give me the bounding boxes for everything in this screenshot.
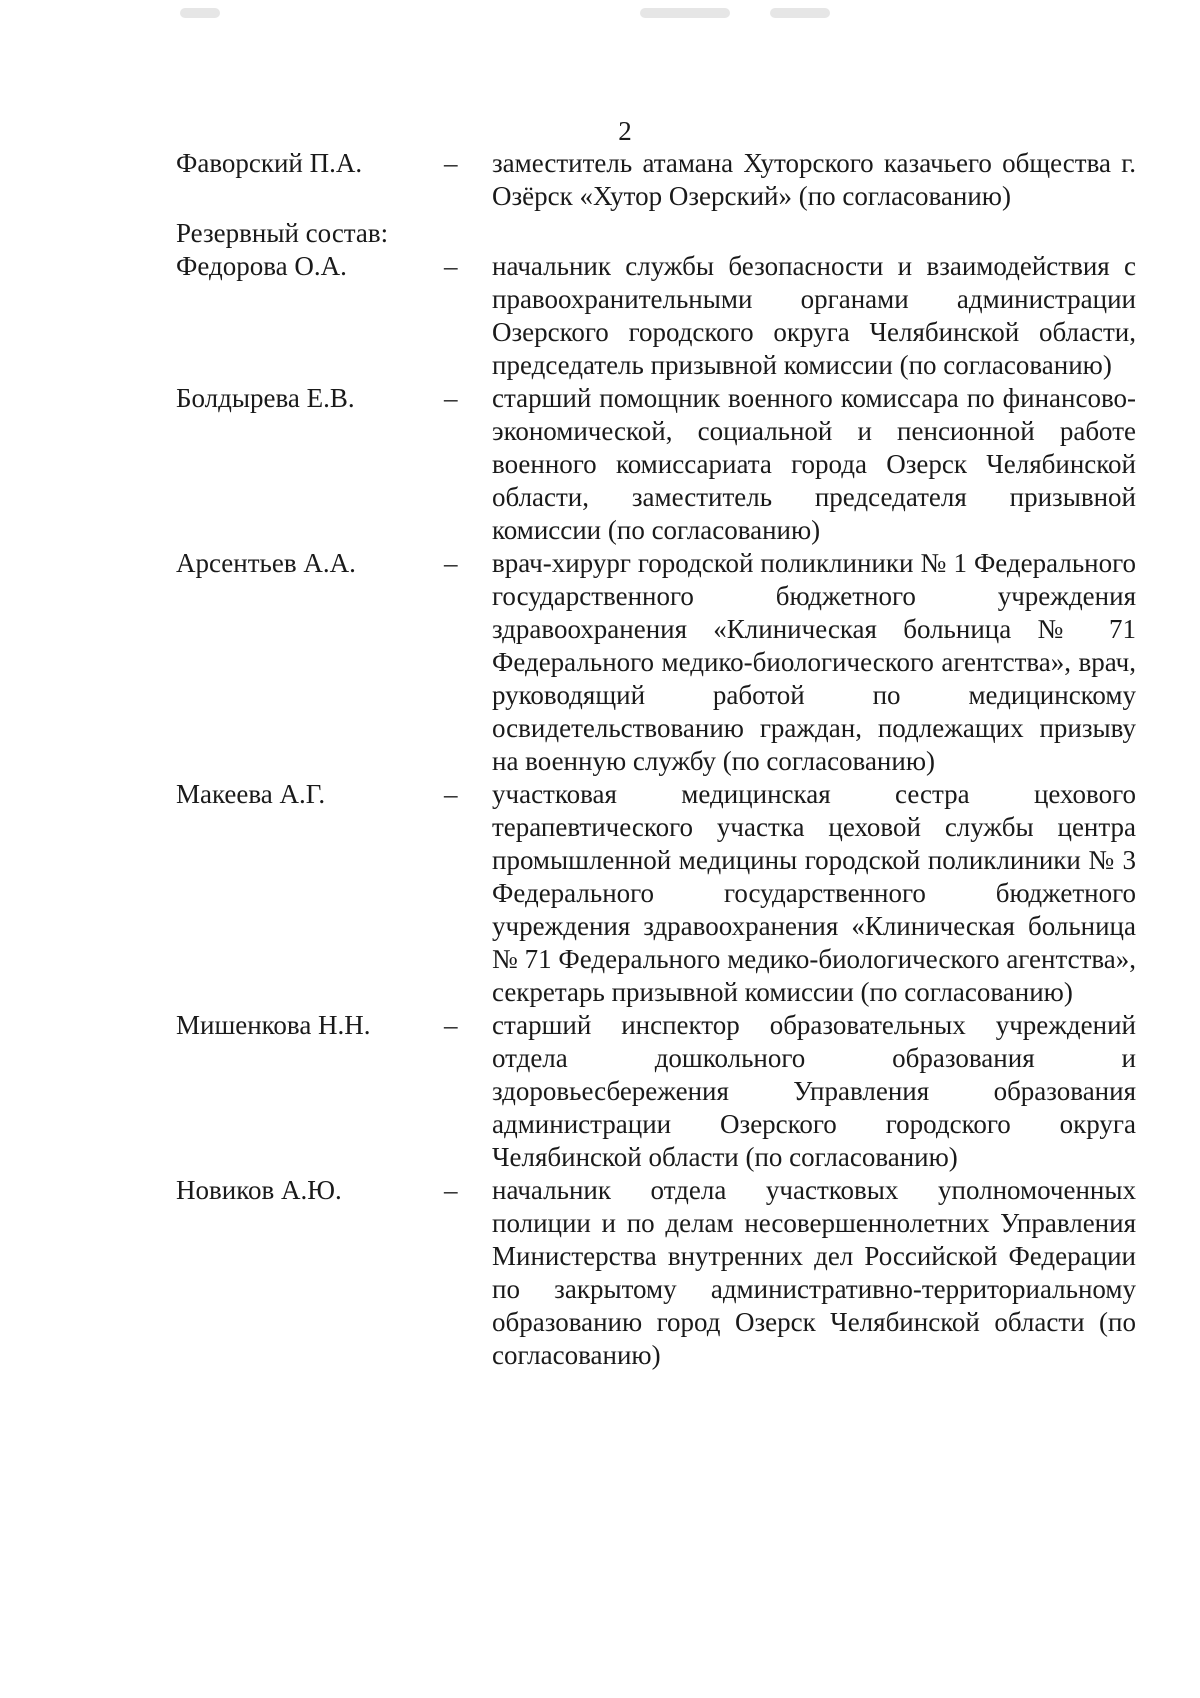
member-entry	[176, 147, 1136, 213]
member-dash: –	[444, 148, 458, 178]
member-name: Болдырева Е.В.	[176, 383, 355, 413]
member-dash: –	[444, 779, 458, 809]
member-list	[176, 147, 1136, 1372]
member-entry	[176, 250, 1136, 382]
member-name: Новиков А.Ю.	[176, 1175, 342, 1205]
member-role: старший инспектор образовательных учреждений отдела дошкольного образования и здоровьесбережения Управления образования администрации Озерского городского округа Челябинской области (по согласованию)	[492, 1010, 1136, 1172]
member-dash: –	[444, 548, 458, 578]
member-name: Федорова О.А.	[176, 251, 347, 281]
member-role: заместитель атамана Хуторского казачьего общества г. Озёрск «Хутор Озерский» (по согласованию)	[492, 148, 1136, 211]
member-dash: –	[444, 251, 458, 281]
member-entry	[176, 1174, 1136, 1372]
member-role: начальник отдела участковых уполномоченных полиции и по делам несовершеннолетних Управления Министерства внутренних дел Российской Федерации по закрытому административно-территориальному образованию город Озерск Челябинской области (по согласованию)	[492, 1175, 1136, 1370]
member-role: старший помощник военного комиссара по финансово-экономической, социальной и пенсионной работе военного комиссариата города Озерск Челябинской области, заместитель председателя призывной комиссии (по согласованию)	[492, 383, 1136, 545]
member-entry	[176, 778, 1136, 1009]
section-heading-reserve: Резервный состав:	[176, 218, 389, 248]
member-entry	[176, 382, 1136, 547]
scan-artifact	[640, 8, 730, 18]
scan-artifact	[180, 8, 220, 18]
member-entry	[176, 547, 1136, 778]
member-role: начальник службы безопасности и взаимодействия с правоохранительными органами администрации Озерского городского округа Челябинской области, председатель призывной комиссии (по согласованию)	[492, 251, 1136, 380]
page-number: 2	[618, 116, 632, 146]
member-name: Арсентьев А.А.	[176, 548, 356, 578]
member-entry	[176, 1009, 1136, 1174]
member-dash: –	[444, 383, 458, 413]
member-name: Мишенкова Н.Н.	[176, 1010, 371, 1040]
member-role: врач-хирург городской поликлиники № 1 Федерального государственного бюджетного учреждения здравоохранения «Клиническая больница № 71 Федерального медико-биологического агентства», врач, руководящий работой по медицинскому освидетельствованию граждан, подлежащих призыву на военную службу (по согласованию)	[492, 548, 1136, 776]
member-dash: –	[444, 1010, 458, 1040]
member-name: Макеева А.Г.	[176, 779, 326, 809]
member-name: Фаворский П.А.	[176, 148, 363, 178]
scan-artifact	[770, 8, 830, 18]
member-dash: –	[444, 1175, 458, 1205]
member-role: участковая медицинская сестра цехового терапевтического участка цеховой службы центра промышленной медицины городской поликлиники № 3 Федерального государственного бюджетного учреждения здравоохранения «Клиническая больница № 71 Федерального медико-биологического агентства», секретарь призывной комиссии (по согласованию)	[492, 779, 1136, 1007]
